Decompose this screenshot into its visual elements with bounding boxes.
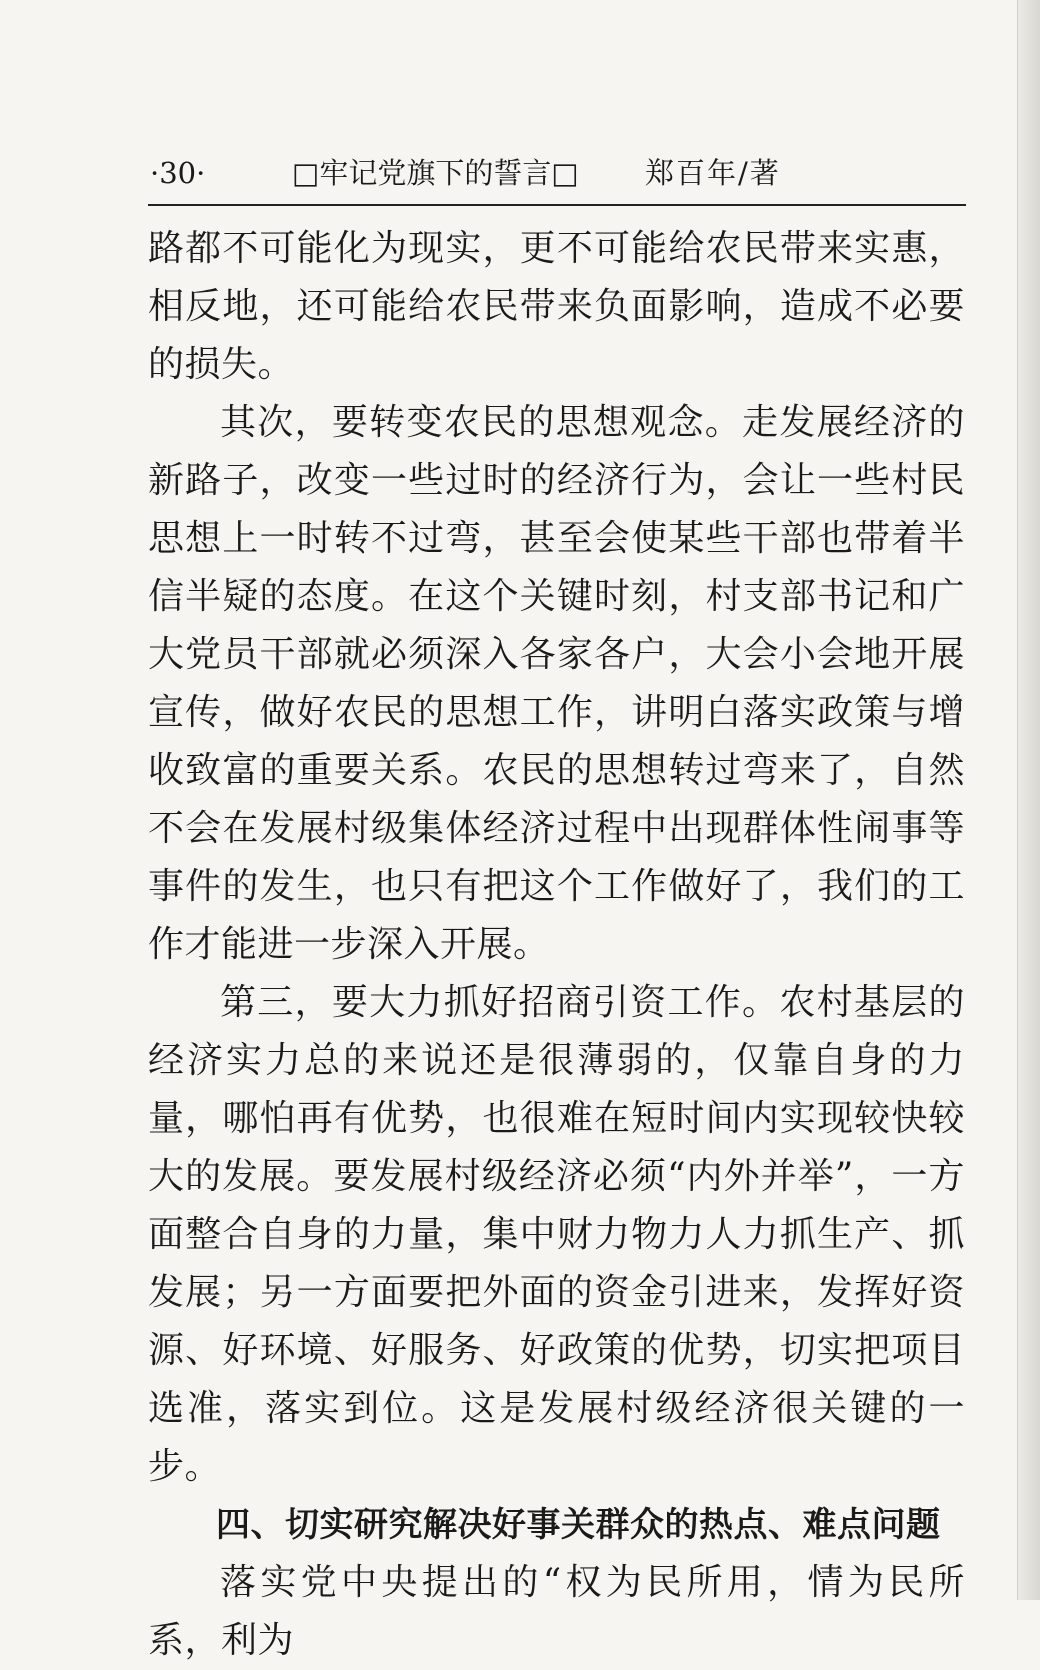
paragraph-second: 其次，要转变农民的思想观念。走发展经济的新路子，改变一些过时的经济行为，会让一些村民思想上一时转不过弯，甚至会使某些干部也带着半信半疑的态度。在这个关键时刻，村支部书记和广大党员干部就必须深入各家各户，大会小会地开展宣传，做好农民的思想工作，讲明白落实政策与增收致富的重要关系。农民的思想转过弯来了，自然不会在发展村级集体经济过程中出现群体性闹事等事件的发生，也只有把这个工作做好了，我们的工作才能进一步深入开展。: [148, 402, 965, 965]
paragraph-third: 第三，要大力抓好招商引资工作。农村基层的经济实力总的来说还是很薄弱的，仅靠自身的力量，哪怕再有优势，也很难在短时间内实现较快较大的发展。要发展村级经济必须“内外并举”，一方面整合自身的力量，集中财力物力人力抓生产、抓发展；另一方面要把外面的资金引进来，发挥好资源、好环境、好服务、好政策的优势，切实把项目选准，落实到位。这是发展村级经济很关键的一步。: [148, 982, 965, 1487]
page-edge: [1017, 0, 1040, 1600]
body-text: [148, 220, 965, 1670]
book-title: □牢记党旗下的誓言□: [292, 156, 579, 190]
header-divider: [148, 204, 966, 206]
section-heading: 四、切实研究解决好事关群众的热点、难点问题: [216, 1505, 941, 1545]
paragraph-continuation: 路都不可能化为现实，更不可能给农民带来实惠，相反地，还可能给农民带来负面影响，造成不必要的损失。: [148, 228, 965, 385]
paragraph-fourth: 落实党中央提出的“权为民所用，情为民所系，利为: [148, 1562, 965, 1661]
author-credit: 郑百年/著: [645, 156, 781, 190]
page-header: [150, 150, 965, 196]
page-number: ·30·: [150, 156, 206, 190]
